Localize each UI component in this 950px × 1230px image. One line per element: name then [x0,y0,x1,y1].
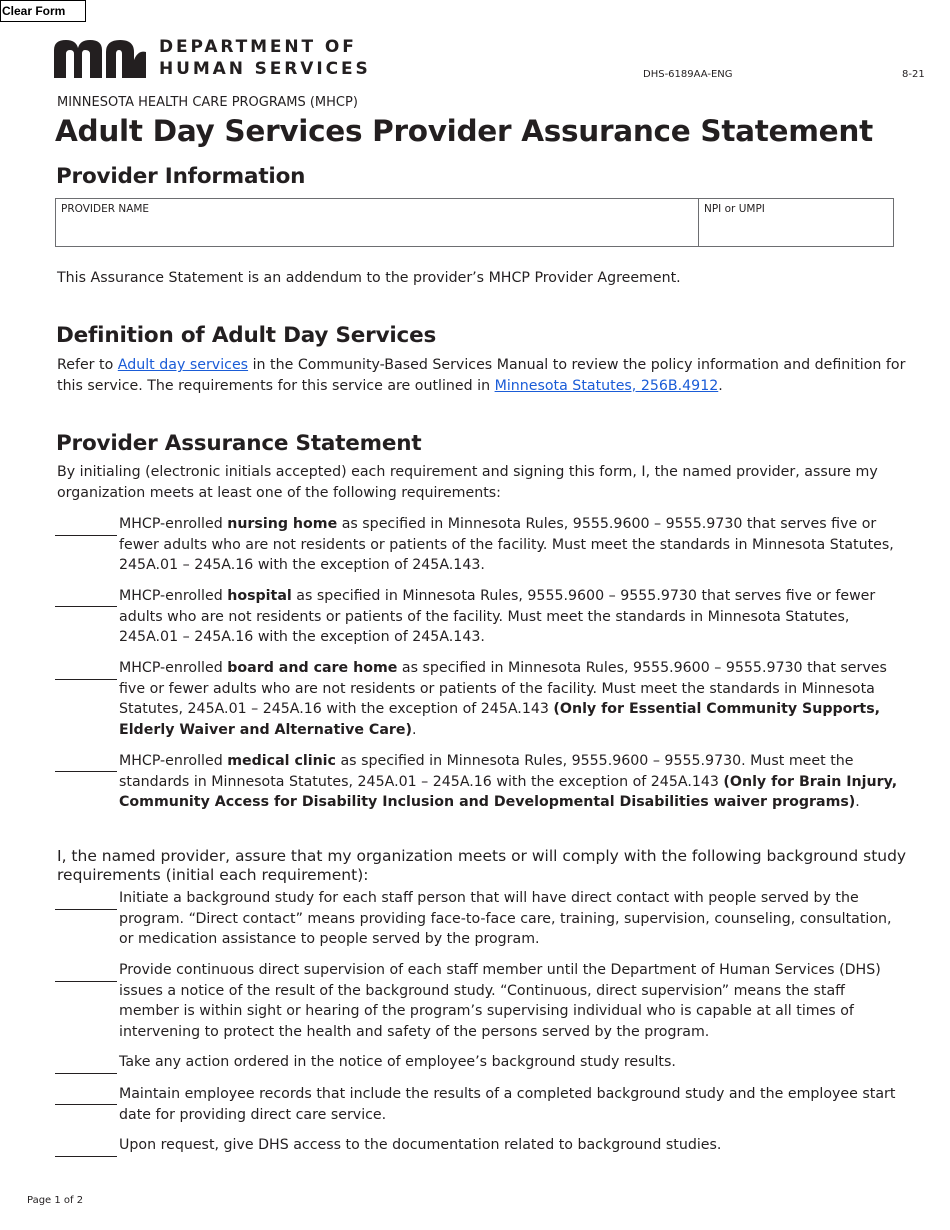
item-text: as specified in Minnesota Rules, 9555.9600 – 9555.9730 that serves five or fewer adults who are not residents or patients of the facility. Must meet the standards in Minnesota Statutes, 245A.01 – 245A.16 with the exception of 245A.143 [119,660,887,718]
page-number: Page 1 of 2 [27,1195,84,1206]
requirement-item [119,514,899,576]
requirement-item [119,586,899,648]
background-item: Maintain employee records that include the results of a completed background study and the employee start date for providing direct care service. [119,1086,896,1123]
item-text: as specified in Minnesota Rules, 9555.9600 – 9555.9730 that serves five or fewer adults who are not residents or patients of the facility. Must meet the standards in Minnesota Statutes, 245A.01 – 245A.16 with the exception of 245A.143. [119,588,876,646]
agency-line-1: DEPARTMENT OF [159,37,357,57]
background-item: Initiate a background study for each staff person that will have direct contact with people served by the program. “Direct contact” means providing face-to-face care, training, supervision, counseling, consultation, or medication assistance to people served by the program. [119,890,892,948]
provider-info-heading: Provider Information [56,164,306,189]
item-bold: (Only for Brain Injury, Community Access for Disability Inclusion and Developmental Disabilities waiver programs) [119,773,898,811]
item-bold: board and care home [227,660,398,676]
adult-day-services-link[interactable]: Adult day services [117,357,249,373]
item-bold: hospital [227,588,292,604]
assurance-heading: Provider Assurance Statement [56,431,422,456]
definition-text-part: . [718,377,723,394]
initial-line[interactable] [55,909,117,910]
agency-line-2: HUMAN SERVICES [159,59,371,79]
provider-name-field[interactable] [56,199,699,246]
initial-line[interactable] [55,1104,117,1105]
program-name: MINNESOTA HEALTH CARE PROGRAMS (MHCP) [57,95,358,110]
background-item: Take any action ordered in the notice of employee’s background study results. [119,1054,676,1070]
background-item: Provide continuous direct supervision of each staff member until the Department of Human Services (DHS) issues a notice of the result of the background study. “Continuous, direct supervision” means the staff member is within sight or hearing of the program’s supervising individual who is capable at all times of intervening to protect the health and safety of the persons served by the program. [119,962,881,1040]
agency-name [159,36,371,80]
item-text: MHCP-enrolled [119,588,228,604]
initial-line[interactable] [55,535,117,536]
initial-line[interactable] [55,1073,117,1074]
page-title: Adult Day Services Provider Assurance Statement [55,114,873,148]
revision-date: 8-21 [902,69,925,80]
item-text: MHCP-enrolled [119,660,228,676]
npi-field[interactable] [699,199,893,246]
statute-256b4912-link[interactable]: Minnesota Statutes, 256B.4912 [494,377,719,394]
item-bold: nursing home [227,516,338,532]
item-text: . [412,721,417,738]
background-item: Upon request, give DHS access to the documentation related to background studies. [119,1137,722,1153]
npi-label: NPI or UMPI [704,203,765,215]
item-text: as specified in Minnesota Rules, 9555.9600 – 9555.9730 that serves five or fewer adults who are not residents or patients of the facility. Must meet the standards in Minnesota Statutes, 245A.01 – 245A.16 with the exception of 245A.143. [119,516,894,574]
definition-heading: Definition of Adult Day Services [56,323,437,348]
clear-form-button[interactable]: Clear Form [0,0,86,22]
initial-line[interactable] [55,771,117,772]
item-text: MHCP-enrolled [119,516,228,532]
item-text: . [855,794,860,811]
requirement-item [119,751,899,813]
initial-line[interactable] [55,1156,117,1157]
requirement-item [119,658,899,740]
provider-info-table [55,198,894,247]
background-intro: I, the named provider, assure that my organization meets or will comply with the following background study requirements (initial each requirement): [57,847,907,884]
item-bold: medical clinic [227,753,336,769]
addendum-text: This Assurance Statement is an addendum to the provider’s MHCP Provider Agreement. [57,270,681,286]
definition-text [57,355,907,396]
definition-text-part: in the Community-Based Services Manual to review the policy information and definition for this service. The requirements for this service are outlined in [57,357,906,394]
item-bold: (Only for Essential Community Supports, Elderly Waiver and Alternative Care) [119,701,881,738]
definition-text-part: Refer to [57,357,118,373]
item-text: MHCP-enrolled [119,753,228,769]
initial-line[interactable] [55,981,117,982]
provider-name-label: PROVIDER NAME [61,203,150,215]
item-text: as specified in Minnesota Rules, 9555.9600 – 9555.9730. Must meet the standards in Minnesota Statutes, 245A.01 – 245A.16 with the exception of 245A.143 [119,753,854,790]
initial-line[interactable] [55,606,117,607]
initial-line[interactable] [55,679,117,680]
assurance-intro: By initialing (electronic initials accepted) each requirement and signing this form, I, the named provider, assure my organization meets at least one of the following requirements: [57,464,878,501]
mn-logo-icon [54,38,146,78]
form-number: DHS-6189AA-ENG [643,69,733,80]
